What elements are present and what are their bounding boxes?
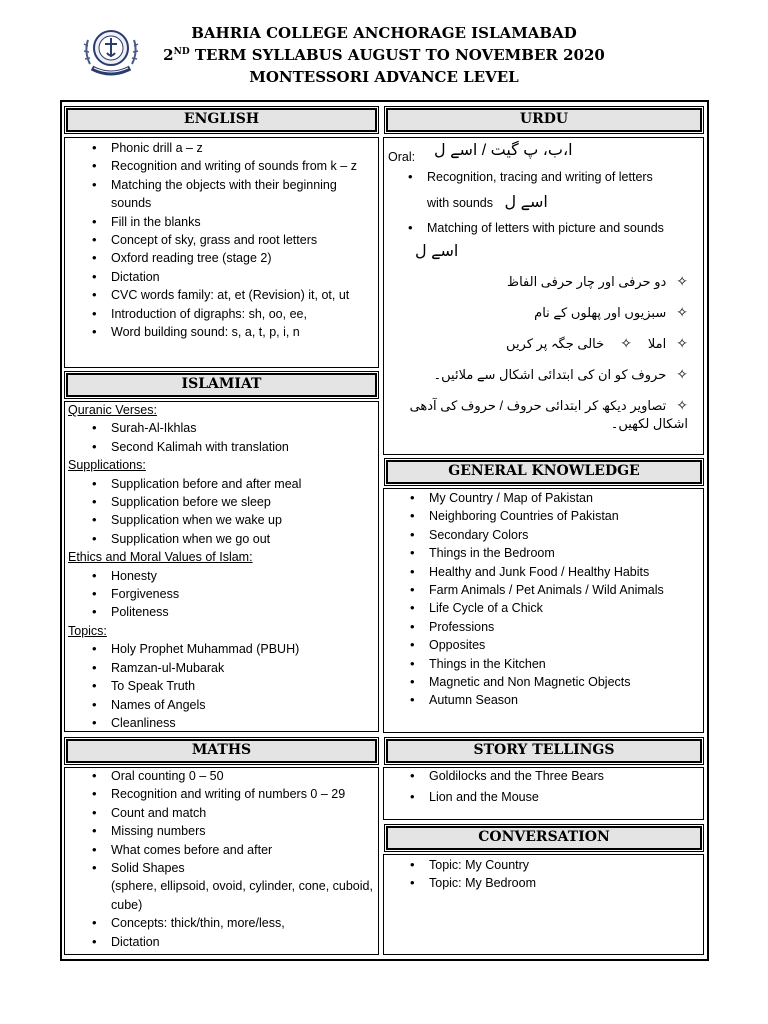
urdu-bullet-1-sounds: with sounds [427,196,494,211]
maths-item-text: Count and match [111,805,207,820]
maths-title: MATHS [66,739,377,763]
maths-item [68,767,377,785]
document-header [0,22,768,88]
urdu-star-line-4 [388,365,688,396]
gk-item: • Life Cycle of a Chick [386,599,702,617]
islamiat-item: • Politeness [68,603,377,621]
urdu-line-text-1: دو حرفی اور چار حرفی الفاظ [507,273,667,289]
maths-item [68,933,377,951]
islamiat-item: • Honesty [68,567,377,585]
four-point-star-icon: ✧ [676,303,688,320]
urdu-content [388,142,700,432]
urdu-line-text-4: حروف کو ان کی ابتدائی اشکال سے ملائیں۔ [433,366,667,382]
four-point-star-icon: ✧ [676,365,688,382]
english-item: • Dictation [68,268,377,286]
maths-content [68,767,377,951]
maths-item-text: Oral counting 0 – 50 [111,769,224,783]
gk-item: • My Country / Map of Pakistan [386,489,702,507]
four-point-star-icon: ✧ [676,272,688,289]
story-content [386,767,702,807]
islamiat-item: • Supplication before we sleep [68,493,377,511]
islamiat-list [68,640,377,732]
urdu-star-line-2 [388,303,688,334]
islamiat-item: • Holy Prophet Muhammad (PBUH) [68,640,377,658]
oral-label: Oral: [388,150,416,164]
english-item: • Fill in the blanks [68,213,377,231]
maths-item-text: Missing numbers [111,824,206,839]
maths-item [68,914,377,932]
conversation-item: • Topic: My Country [386,856,702,874]
urdu-star-line-5 [388,396,688,432]
maths-item [68,841,377,859]
islamiat-item: • Supplication when we wake up [68,511,377,529]
urdu-line-text-5: تصاویر دیکھ کر ابتدائی حروف / حروف کی آدھی اشکال لکھیں۔ [409,397,688,432]
islamiat-item: • Names of Angels [68,696,377,714]
conversation-list [386,856,702,893]
story-item: • Lion and the Mouse [386,788,702,806]
urdu-imla: املا [647,335,667,351]
term-title [0,44,768,66]
urdu-star-line-3 [388,334,688,365]
gk-content [386,489,702,710]
maths-item [68,859,377,914]
maths-item-text: Recognition and writing of numbers 0 – 29 [111,787,346,802]
islamiat-item: • Forgiveness [68,585,377,603]
gk-item: • Neighboring Countries of Pakistan [386,507,702,525]
islamiat-subheading: Supplications: [68,458,146,473]
maths-item-text: Solid Shapes [111,861,185,876]
urdu-english-list [384,168,700,237]
islamiat-list [68,419,377,456]
islamiat-content [68,401,377,732]
gk-item: • Healthy and Junk Food / Healthy Habits [386,563,702,581]
story-item: • Goldilocks and the Three Bears [386,767,702,785]
english-item: • Oxford reading tree (stage 2) [68,249,377,267]
gk-item: • Secondary Colors [386,526,702,544]
islamiat-item: • Supplication before and after meal [68,475,377,493]
four-point-star-icon: ✧ [676,334,688,351]
islamiat-item: • Second Kalimah with translation [68,438,377,456]
gk-list [386,489,702,710]
islamiat-subheading: Quranic Verses: [68,403,157,417]
maths-item [68,804,377,822]
maths-item [68,822,377,840]
english-item: • Recognition and writing of sounds from k – z [68,157,377,175]
conversation-title: CONVERSATION [386,826,702,850]
urdu-khali: خالی جگہ پر کریں [506,335,605,351]
islamiat-list [68,475,377,549]
urdu-bullet-2-letters: اسے ل [415,243,459,261]
maths-list [68,767,377,951]
urdu-title: URDU [386,108,702,132]
islamiat-list [68,567,377,622]
oral-urdu-text: ا،ب، پ گیت / اسے ل [434,142,573,159]
gk-item: • Autumn Season [386,691,702,709]
urdu-oral-line [388,142,700,168]
urdu-bullet-1-letters: اسے ل [504,194,548,212]
conversation-content [386,856,702,893]
maths-item-text: What comes before and after [111,842,273,857]
urdu-star-line-1 [388,272,688,303]
islamiat-item: • Cleanliness [68,714,377,732]
islamiat-item: • Ramzan-ul-Mubarak [68,659,377,677]
english-item: • Word building sound: s, a, t, p, i, n [68,323,377,341]
urdu-bullet-1-line-b [427,194,700,212]
urdu-bullet-matching [384,219,700,237]
english-title: ENGLISH [66,108,377,132]
gk-item: • Things in the Bedroom [386,544,702,562]
term-number: 2 [163,46,174,64]
story-title: STORY TELLINGS [386,739,702,763]
islamiat-item: • Surah-Al-Ikhlas [68,419,377,437]
english-item: • Concept of sky, grass and root letters [68,231,377,249]
four-point-star-icon: ✧ [676,396,688,413]
islamiat-subheading: Ethics and Moral Values of Islam: [68,550,253,565]
level-title: MONTESSORI ADVANCE LEVEL [249,68,519,86]
urdu-line-text-2: سبزیوں اور پھلوں کے نام [534,304,667,320]
story-list [386,767,702,807]
maths-item-text: Concepts: thick/thin, more/less, [111,916,285,931]
english-item: • CVC words family: at, et (Revision) it, ot, ut [68,286,377,304]
four-point-star-icon: ✧ [620,334,632,351]
maths-item [68,785,377,803]
gk-item: • Professions [386,618,702,636]
islamiat-item: • To Speak Truth [68,677,377,695]
gk-title: GENERAL KNOWLEDGE [386,460,702,484]
english-item: • Introduction of digraphs: sh, oo, ee, [68,305,377,323]
term-text: TERM SYLLABUS AUGUST TO NOVEMBER 2020 [189,46,605,64]
term-ordinal: ND [173,47,190,57]
solid-shapes-detail: (sphere, ellipsoid, ovoid, cylinder, cone, cuboid, cube) [111,879,373,912]
urdu-star-lines [388,272,700,432]
urdu-bullet-recognition [384,168,700,213]
gk-item: • Magnetic and Non Magnetic Objects [386,673,702,691]
maths-item-text: Dictation [111,934,160,949]
english-list [68,139,377,341]
gk-item: • Opposites [386,636,702,654]
islamiat-item: • Supplication when we go out [68,530,377,548]
urdu-bullet-1-line-a: • Recognition, tracing and writing of letters [427,170,653,184]
english-content [68,139,377,341]
conversation-item: • Topic: My Bedroom [386,874,702,892]
islamiat-title: ISLAMIAT [66,373,377,397]
gk-item: • Farm Animals / Pet Animals / Wild Animals [386,581,702,599]
islamiat-subheading: Topics: [68,623,107,638]
english-item: • Matching the objects with their beginning sounds [68,176,377,213]
urdu-bullet-2-text: • Matching of letters with picture and sounds [427,220,664,235]
gk-item: • Things in the Kitchen [386,655,702,673]
english-item: • Phonic drill a – z [68,139,377,157]
college-name: BAHRIA COLLEGE ANCHORAGE ISLAMABAD [191,24,577,42]
